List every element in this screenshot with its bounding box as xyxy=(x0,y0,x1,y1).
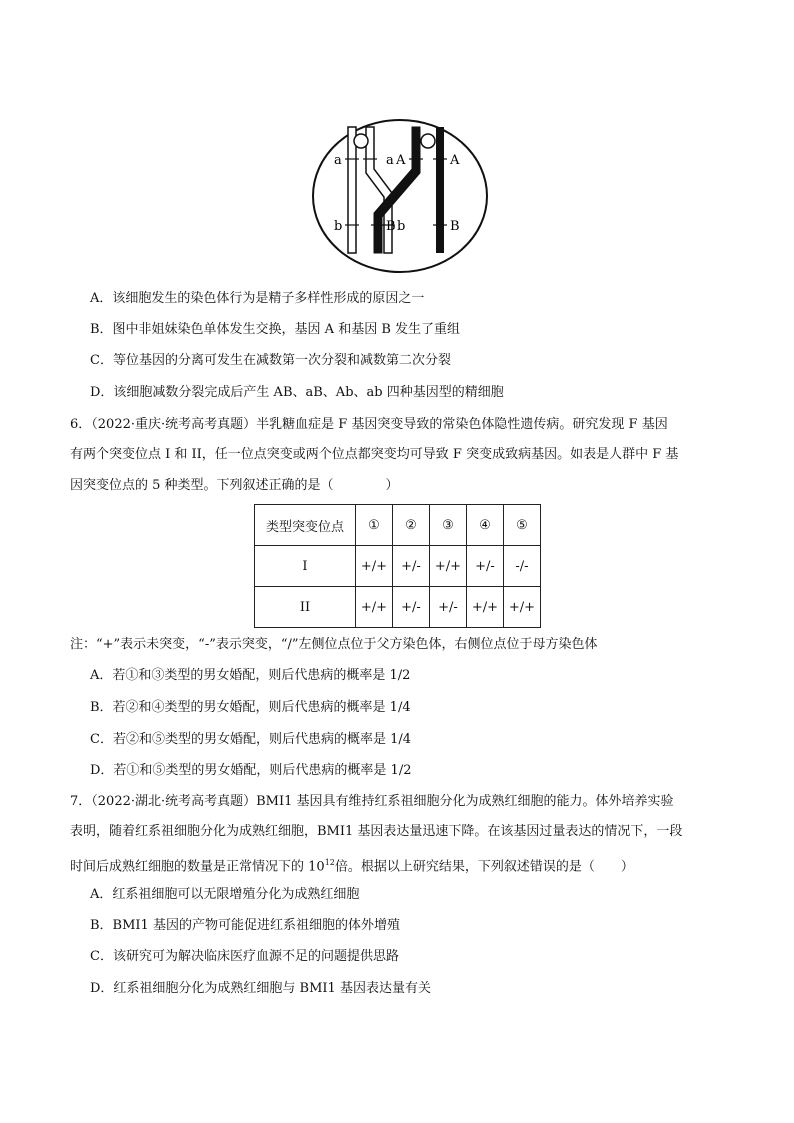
gene-label: B xyxy=(450,219,460,234)
gene-label: a xyxy=(386,153,394,168)
q6-option-d: D．若①和⑤类型的男女婚配，则后代患病的概率是 1/2 xyxy=(90,763,412,778)
gene-label: A xyxy=(450,153,460,168)
table-cell: +/+ xyxy=(467,587,504,628)
table-cell: +/- xyxy=(467,546,504,587)
gene-label: a xyxy=(334,153,342,168)
table-header-cell: ⑤ xyxy=(504,505,541,546)
q7-option-a: A．红系祖细胞可以无限增殖分化为成熟红细胞 xyxy=(90,887,360,902)
table-cell: I xyxy=(255,546,356,587)
q7-option-d: D．红系祖细胞分化为成熟红细胞与 BMI1 基因表达量有关 xyxy=(90,981,431,996)
exponent: 12 xyxy=(324,858,335,867)
q6-stem-line-3: 因突变位点的 5 种类型。下列叙述正确的是（ ） xyxy=(70,478,399,493)
q7-option-b: B．BMI1 基因的产物可能促进红系祖细胞的体外增殖 xyxy=(90,918,400,933)
table-header-cell: ④ xyxy=(467,505,504,546)
gene-label: b xyxy=(334,219,343,234)
table-cell: +/+ xyxy=(430,546,467,587)
mutation-type-table xyxy=(254,504,541,628)
q7-stem-line-2: 表明，随着红系祖细胞分化为成熟红细胞，BMI1 基因表达量迅速下降。在该基因过量表达的情况下，一段 xyxy=(70,824,683,839)
table-cell: +/- xyxy=(430,587,467,628)
table-header-row xyxy=(255,505,541,546)
table-header-cell: ③ xyxy=(430,505,467,546)
table-row xyxy=(255,587,541,628)
q5-option-a: A．该细胞发生的染色体行为是精子多样性形成的原因之一 xyxy=(90,291,425,306)
q6-option-c: C．若②和⑤类型的男女婚配，则后代患病的概率是 1/4 xyxy=(90,732,412,747)
q6-table-note: 注：“+”表示未突变，“-”表示突变，“/”左侧位点位于父方染色体，右侧位点位于母方染色体 xyxy=(70,637,598,652)
q7-stem-line-3 xyxy=(70,854,634,876)
table-cell: +/+ xyxy=(356,587,393,628)
q6-option-b: B．若②和④类型的男女婚配，则后代患病的概率是 1/4 xyxy=(90,700,411,715)
q6-option-a: A．若①和③类型的男女婚配，则后代患病的概率是 1/2 xyxy=(90,668,411,683)
table-cell: -/- xyxy=(504,546,541,587)
q6-stem-line-2: 有两个突变位点 I 和 II，任一位点突变或两个位点都突变均可导致 F 突变成致病基因。如表是人群中 F 基 xyxy=(70,447,679,462)
gene-label: b xyxy=(397,219,406,234)
table-cell: +/- xyxy=(393,587,430,628)
q5-option-d: D．该细胞减数分裂完成后产生 AB、aB、Ab、ab 四种基因型的精细胞 xyxy=(90,385,504,400)
table-cell: +/+ xyxy=(356,546,393,587)
q5-option-b: B．图中非姐妹染色单体发生交换，基因 A 和基因 B 发生了重组 xyxy=(90,322,461,337)
table-cell: +/+ xyxy=(504,587,541,628)
q7-line3-end: 倍。根据以上研究结果，下列叙述错误的是（ ） xyxy=(334,859,634,875)
chromosome-crossover-figure xyxy=(310,117,490,275)
table-cell: II xyxy=(255,587,356,628)
q7-stem-line-1: 7．（2022·湖北·统考高考真题）BMI1 基因具有维持红系祖细胞分化为成熟红细胞的能力。体外培养实验 xyxy=(70,794,674,809)
q7-line3-start: 时间后成熟红细胞的数量是正常情况下的 10 xyxy=(70,859,325,875)
q6-stem-line-1: 6．（2022·重庆·统考高考真题）半乳糖血症是 F 基因突变导致的常染色体隐性遗传病。研究发现 F 基因 xyxy=(70,417,668,432)
table-header-cell: ① xyxy=(356,505,393,546)
table-cell: +/- xyxy=(393,546,430,587)
table-header-cell: 类型突变位点 xyxy=(255,505,356,546)
gene-label: B xyxy=(386,219,396,234)
table-row xyxy=(255,546,541,587)
q7-option-c: C．该研究可为解决临床医疗血源不足的问题提供思路 xyxy=(90,949,399,964)
table-header-cell: ② xyxy=(393,505,430,546)
gene-label: A xyxy=(396,153,406,168)
q5-option-c: C．等位基因的分离可发生在减数第一次分裂和减数第二次分裂 xyxy=(90,353,451,368)
